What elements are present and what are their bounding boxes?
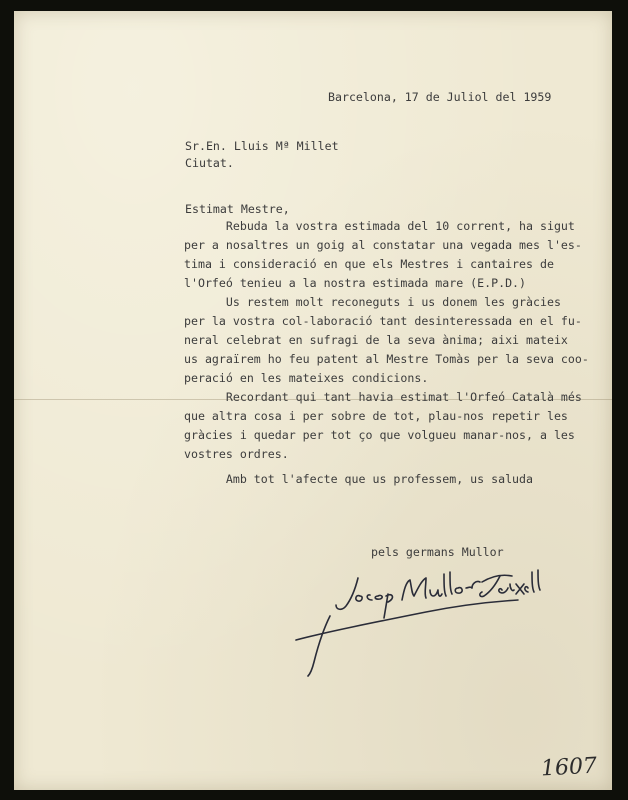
body-line: l'Orfeó tenieu a la nostra estimada mare (E.P.D.) [184,276,527,290]
salutation: Estimat Mestre, [185,202,290,216]
body-line: vostres ordres. [184,447,289,461]
letter-sheet [14,11,612,790]
body-line: Us restem molt reconeguts i us donem les gràcies [184,295,561,309]
body-line: gràcies i quedar per tot ço que volgueu manar-nos, a les [184,428,575,442]
body-line: neral celebrat en sufragi de la seva ànima; aixi mateix [184,333,568,347]
body-line: tima i consideració en que els Mestres i cantaires de [184,257,554,271]
place-date: Barcelona, 17 de Juliol del 1959 [328,90,552,104]
body-line: per a nosaltres un goig al constatar una vegada mes l'es- [184,238,582,252]
body-line: us agraïrem ho feu patent al Mestre Tomàs per la seva coo- [184,352,589,366]
handwritten-signature [286,566,546,686]
recipient-city: Ciutat. [185,156,234,170]
closing-line: pels germans Mullor [371,545,504,559]
body-line: Rebuda la vostra estimada del 10 corrent, ha sigut [184,219,575,233]
body-line: peració en les mateixes condicions. [184,371,429,385]
body-line: que altra cosa i per sobre de tot, plau-nos repetir les [184,409,568,423]
archive-number: 1607 [540,753,598,782]
recipient-name: Sr.En. Lluis Mª Millet [185,139,339,153]
body-line: Amb tot l'afecte que us professem, us saluda [184,472,534,486]
body-line: per la vostra col-laboració tant desinteressada en el fu- [184,314,582,328]
body-line: Recordant qui tant havia estimat l'Orfeó Català més [184,390,582,404]
